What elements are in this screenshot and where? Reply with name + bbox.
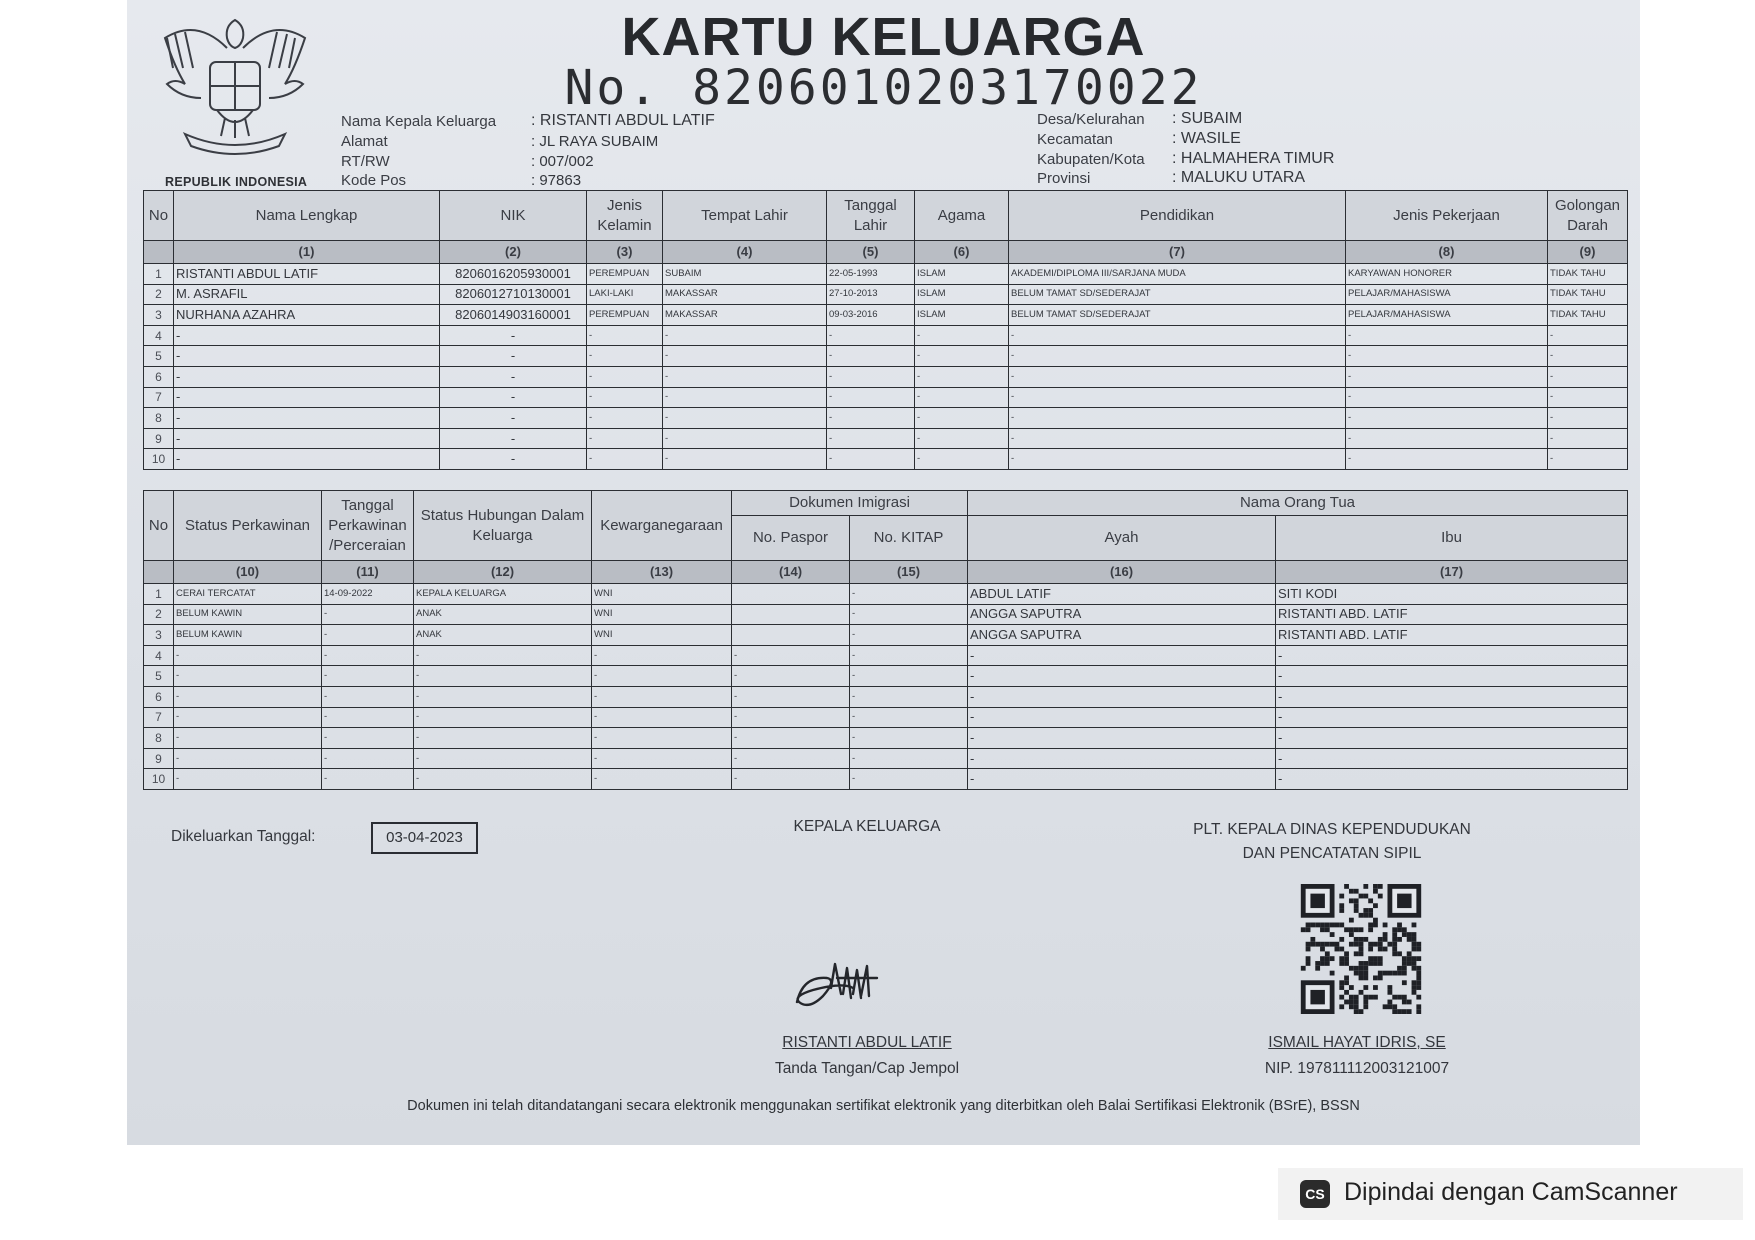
table-cell: ANGGA SAPUTRA <box>968 625 1276 646</box>
table-cell: BELUM KAWIN <box>174 604 322 625</box>
camscanner-watermark <box>1278 1168 1743 1220</box>
col-header-status-perkawinan: Status Perkawinan <box>174 491 322 561</box>
table-row <box>144 284 1628 305</box>
table-cell: 5 <box>144 666 174 687</box>
camscanner-watermark-text: Dipindai dengan CamScanner <box>1344 1178 1678 1206</box>
table-cell: - <box>174 645 322 666</box>
table-cell: - <box>1548 366 1628 387</box>
table-cell: - <box>414 645 592 666</box>
col-header-no: No <box>144 491 174 561</box>
label-rt-rw: RT/RW <box>341 153 390 170</box>
kepala-keluarga-title: KEPALA KELUARGA <box>793 818 941 835</box>
table-cell: ANAK <box>414 625 592 646</box>
table-cell: 10 <box>144 769 174 790</box>
table-cell: RISTANTI ABD. LATIF <box>1276 604 1628 625</box>
table-cell: - <box>592 686 732 707</box>
table-cell: - <box>1009 325 1346 346</box>
table-cell: - <box>663 366 827 387</box>
value-alamat: : JL RAYA SUBAIM <box>531 133 659 150</box>
col-header-no-kitap: No. KITAP <box>850 516 968 561</box>
table-cell: KARYAWAN HONORER <box>1346 264 1548 285</box>
table-cell: - <box>174 325 440 346</box>
value-rt-rw: : 007/002 <box>531 153 594 170</box>
table-cell: - <box>663 387 827 408</box>
table-row <box>144 366 1628 387</box>
table-cell: - <box>587 408 663 429</box>
col-header-ibu: Ibu <box>1276 516 1628 561</box>
table1-header-row <box>144 191 1628 241</box>
table-cell: - <box>850 666 968 687</box>
table-cell: - <box>174 748 322 769</box>
table-cell: - <box>414 728 592 749</box>
table-row <box>144 325 1628 346</box>
table-cell: - <box>1276 666 1628 687</box>
table-cell: - <box>592 645 732 666</box>
table-cell: - <box>1009 387 1346 408</box>
table-cell: 7 <box>144 707 174 728</box>
table-cell: - <box>174 428 440 449</box>
table-cell: PEREMPUAN <box>587 264 663 285</box>
col-header-nik: NIK <box>440 191 587 241</box>
table-cell: 14-09-2022 <box>322 584 414 605</box>
table-cell: 8206016205930001 <box>440 264 587 285</box>
family-members-table <box>143 190 1628 470</box>
table-cell: 1 <box>144 584 174 605</box>
table-cell: MAKASSAR <box>663 284 827 305</box>
table-row <box>144 387 1628 408</box>
index-cell: (14) <box>732 561 850 584</box>
col-header-dokumen-imigrasi: Dokumen Imigrasi <box>732 491 968 516</box>
table-row <box>144 408 1628 429</box>
table-cell: - <box>174 666 322 687</box>
table-cell: - <box>322 748 414 769</box>
table-cell: - <box>915 408 1009 429</box>
table-cell: TIDAK TAHU <box>1548 284 1628 305</box>
table-cell: 2 <box>144 604 174 625</box>
table-cell: - <box>968 666 1276 687</box>
value-kabupaten: : HALMAHERA TIMUR <box>1172 150 1335 167</box>
table-cell: - <box>968 769 1276 790</box>
table-cell: ANAK <box>414 604 592 625</box>
table-cell: - <box>592 728 732 749</box>
table-cell: 9 <box>144 428 174 449</box>
table-cell: - <box>663 428 827 449</box>
table-cell: - <box>414 707 592 728</box>
table-cell: - <box>1276 707 1628 728</box>
table-cell: - <box>587 366 663 387</box>
index-cell: (10) <box>174 561 322 584</box>
table-cell <box>732 584 850 605</box>
table-cell: - <box>322 604 414 625</box>
table-cell: - <box>915 325 1009 346</box>
table-cell: 6 <box>144 686 174 707</box>
table-cell: - <box>174 366 440 387</box>
table-cell: - <box>968 645 1276 666</box>
table-row <box>144 707 1628 728</box>
table-cell: - <box>1009 366 1346 387</box>
table-cell: WNI <box>592 584 732 605</box>
table-row <box>144 769 1628 790</box>
label-provinsi: Provinsi <box>1037 170 1091 187</box>
table-cell: - <box>850 707 968 728</box>
index-cell: (7) <box>1009 241 1346 264</box>
col-header-jenis-kelamin: Jenis Kelamin <box>587 191 663 241</box>
table-cell: - <box>174 769 322 790</box>
table-cell: 10 <box>144 449 174 470</box>
table-cell: - <box>322 707 414 728</box>
index-cell: (8) <box>1346 241 1548 264</box>
table-cell: 22-05-1993 <box>827 264 915 285</box>
camscanner-logo-icon: CS <box>1300 1180 1330 1208</box>
table-row <box>144 604 1628 625</box>
table-row <box>144 728 1628 749</box>
table2-index-row <box>144 561 1628 584</box>
label-desa: Desa/Kelurahan <box>1037 111 1145 128</box>
table-cell: - <box>732 769 850 790</box>
table-cell: 1 <box>144 264 174 285</box>
table-cell: - <box>850 584 968 605</box>
table-cell: - <box>850 604 968 625</box>
table-cell: 27-10-2013 <box>827 284 915 305</box>
table-cell: 8 <box>144 408 174 429</box>
table1-body <box>144 264 1628 470</box>
table-cell: ISLAM <box>915 284 1009 305</box>
table-cell: - <box>322 625 414 646</box>
table-cell: - <box>587 449 663 470</box>
official-title-line-1: PLT. KEPALA DINAS KEPENDUDUKAN <box>1193 821 1471 838</box>
table-cell: PELAJAR/MAHASISWA <box>1346 284 1548 305</box>
table-cell: - <box>850 769 968 790</box>
table-cell: 3 <box>144 305 174 326</box>
table2-header-row-1 <box>144 491 1628 516</box>
table-cell: - <box>1346 346 1548 367</box>
table-cell: - <box>915 366 1009 387</box>
table-cell: 8206014903160001 <box>440 305 587 326</box>
table-cell <box>732 604 850 625</box>
table-cell: 4 <box>144 325 174 346</box>
table-row <box>144 645 1628 666</box>
table-cell: - <box>827 428 915 449</box>
table-cell: 09-03-2016 <box>827 305 915 326</box>
table-cell: TIDAK TAHU <box>1548 305 1628 326</box>
kartu-keluarga-document <box>127 0 1640 1145</box>
table-cell: RISTANTI ABDUL LATIF <box>174 264 440 285</box>
col-header-pendidikan: Pendidikan <box>1009 191 1346 241</box>
col-header-agama: Agama <box>915 191 1009 241</box>
table-cell: - <box>174 408 440 429</box>
table-cell: - <box>440 325 587 346</box>
table-cell: M. ASRAFIL <box>174 284 440 305</box>
table-cell: - <box>915 346 1009 367</box>
table-cell: 7 <box>144 387 174 408</box>
table-cell: - <box>663 449 827 470</box>
table-cell: - <box>850 645 968 666</box>
table-cell: - <box>850 748 968 769</box>
table-cell: 3 <box>144 625 174 646</box>
table-cell: - <box>850 728 968 749</box>
official-title-line-2: DAN PENCATATAN SIPIL <box>1242 845 1422 862</box>
table-cell: - <box>174 449 440 470</box>
table-cell: - <box>732 707 850 728</box>
table2-body <box>144 584 1628 790</box>
table-cell: - <box>968 707 1276 728</box>
official-nip: NIP. 197811112003121007 <box>1264 1060 1450 1077</box>
table-cell: - <box>827 325 915 346</box>
table-cell: ISLAM <box>915 264 1009 285</box>
label-nama-kepala: Nama Kepala Keluarga <box>341 113 497 130</box>
col-header-kewarganegaraan: Kewarganegaraan <box>592 491 732 561</box>
table-cell: - <box>1548 346 1628 367</box>
table-cell: 2 <box>144 284 174 305</box>
label-kecamatan: Kecamatan <box>1037 131 1113 148</box>
table-cell: - <box>1009 346 1346 367</box>
table-cell: - <box>827 408 915 429</box>
table-cell: TIDAK TAHU <box>1548 264 1628 285</box>
table-cell: ABDUL LATIF <box>968 584 1276 605</box>
table-cell: - <box>850 686 968 707</box>
table-cell: - <box>322 666 414 687</box>
table-cell: PELAJAR/MAHASISWA <box>1346 305 1548 326</box>
table-cell: - <box>592 707 732 728</box>
index-cell: (13) <box>592 561 732 584</box>
table-cell: 6 <box>144 366 174 387</box>
official-title <box>1152 818 1512 866</box>
table-cell: - <box>1346 387 1548 408</box>
table-row <box>144 748 1628 769</box>
table-row <box>144 264 1628 285</box>
table-cell: - <box>322 686 414 707</box>
table-cell: - <box>1009 449 1346 470</box>
label-kabupaten: Kabupaten/Kota <box>1037 151 1145 168</box>
index-cell: (4) <box>663 241 827 264</box>
table-cell: AKADEMI/DIPLOMA III/SARJANA MUDA <box>1009 264 1346 285</box>
table-cell: - <box>1276 686 1628 707</box>
table-cell: - <box>850 625 968 646</box>
table-cell: - <box>587 346 663 367</box>
table-cell: - <box>440 346 587 367</box>
col-header-no-paspor: No. Paspor <box>732 516 850 561</box>
index-cell-empty <box>144 561 174 584</box>
col-header-tanggal-perkawinan: Tanggal Perkawinan /Perceraian <box>322 491 414 561</box>
table-cell: - <box>732 686 850 707</box>
table-cell: ISLAM <box>915 305 1009 326</box>
table-row <box>144 686 1628 707</box>
table-cell: - <box>1276 645 1628 666</box>
table-row <box>144 428 1628 449</box>
table-cell: - <box>322 769 414 790</box>
col-header-nama: Nama Lengkap <box>174 191 440 241</box>
table-cell: RISTANTI ABD. LATIF <box>1276 625 1628 646</box>
issued-date-label: Dikeluarkan Tanggal: <box>171 828 316 845</box>
table-cell: - <box>440 408 587 429</box>
electronic-signature-note: Dokumen ini telah ditandatangani secara elektronik menggunakan sertifikat elektronik yang diterbitkan oleh Balai Sertifikasi Elektronik (BSrE), BSSN <box>407 1098 1360 1114</box>
table-cell: 4 <box>144 645 174 666</box>
table-cell: - <box>1548 325 1628 346</box>
table-cell: - <box>587 387 663 408</box>
table-cell: - <box>1548 449 1628 470</box>
table-cell: - <box>1548 408 1628 429</box>
col-header-golongan-darah: Golongan Darah <box>1548 191 1628 241</box>
table-cell: KEPALA KELUARGA <box>414 584 592 605</box>
table-cell: SUBAIM <box>663 264 827 285</box>
table-cell: - <box>1009 408 1346 429</box>
table-cell: - <box>827 346 915 367</box>
table-cell: - <box>414 769 592 790</box>
index-cell-empty <box>144 241 174 264</box>
table-cell: WNI <box>592 625 732 646</box>
table-cell: - <box>414 686 592 707</box>
table-cell: - <box>663 325 827 346</box>
table-cell: - <box>1276 748 1628 769</box>
index-cell: (6) <box>915 241 1009 264</box>
table-cell: - <box>322 728 414 749</box>
value-provinsi: : MALUKU UTARA <box>1172 169 1306 186</box>
kepala-keluarga-name: RISTANTI ABDUL LATIF <box>782 1034 952 1051</box>
table-cell: - <box>732 645 850 666</box>
index-cell: (2) <box>440 241 587 264</box>
col-header-nama-orang-tua: Nama Orang Tua <box>968 491 1628 516</box>
col-header-pekerjaan: Jenis Pekerjaan <box>1346 191 1548 241</box>
table-cell: - <box>663 408 827 429</box>
table-cell: BELUM TAMAT SD/SEDERAJAT <box>1009 305 1346 326</box>
table-cell: - <box>587 325 663 346</box>
table-cell: NURHANA AZAHRA <box>174 305 440 326</box>
index-cell: (17) <box>1276 561 1628 584</box>
table-cell: - <box>592 769 732 790</box>
table-cell: - <box>440 428 587 449</box>
index-cell: (11) <box>322 561 414 584</box>
table-cell: - <box>732 748 850 769</box>
table-cell: CERAI TERCATAT <box>174 584 322 605</box>
table-cell: - <box>1276 728 1628 749</box>
table-cell: 8206012710130001 <box>440 284 587 305</box>
table-row <box>144 584 1628 605</box>
table-cell: - <box>414 666 592 687</box>
table-row <box>144 346 1628 367</box>
table-cell: ANGGA SAPUTRA <box>968 604 1276 625</box>
table-cell: PEREMPUAN <box>587 305 663 326</box>
table-cell: 9 <box>144 748 174 769</box>
table-cell: - <box>174 707 322 728</box>
col-header-status-hubungan: Status Hubungan Dalam Keluarga <box>414 491 592 561</box>
handwritten-signature-icon <box>787 958 907 1020</box>
table-cell: - <box>732 728 850 749</box>
table-cell: - <box>915 449 1009 470</box>
document-title: KARTU KELUARGA <box>621 7 1146 67</box>
table-cell: - <box>1346 449 1548 470</box>
table-cell: - <box>827 387 915 408</box>
table-cell: - <box>968 728 1276 749</box>
table-cell: WNI <box>592 604 732 625</box>
index-cell: (3) <box>587 241 663 264</box>
table-cell: - <box>663 346 827 367</box>
republik-indonesia-label: REPUBLIK INDONESIA <box>165 175 308 189</box>
table-cell: - <box>968 686 1276 707</box>
table-cell: - <box>1009 428 1346 449</box>
table-cell: - <box>440 387 587 408</box>
table-cell: BELUM TAMAT SD/SEDERAJAT <box>1009 284 1346 305</box>
col-header-tempat-lahir: Tempat Lahir <box>663 191 827 241</box>
table-cell: - <box>174 346 440 367</box>
index-cell: (9) <box>1548 241 1628 264</box>
table-cell: LAKI-LAKI <box>587 284 663 305</box>
table-cell: - <box>1276 769 1628 790</box>
table-cell: - <box>440 366 587 387</box>
table-row <box>144 666 1628 687</box>
kepala-keluarga-signature-caption: Tanda Tangan/Cap Jempol <box>774 1060 960 1077</box>
table-cell: - <box>915 428 1009 449</box>
table-cell: - <box>587 428 663 449</box>
table-cell: - <box>174 728 322 749</box>
official-name: ISMAIL HAYAT IDRIS, SE <box>1268 1034 1446 1051</box>
index-cell: (16) <box>968 561 1276 584</box>
col-header-ayah: Ayah <box>968 516 1276 561</box>
label-alamat: Alamat <box>341 133 388 150</box>
table-cell: - <box>1346 428 1548 449</box>
table-cell: - <box>1346 325 1548 346</box>
table-cell: - <box>322 645 414 666</box>
value-nama-kepala: : RISTANTI ABDUL LATIF <box>531 112 715 129</box>
table-row <box>144 625 1628 646</box>
table-cell: - <box>174 686 322 707</box>
index-cell: (5) <box>827 241 915 264</box>
table-cell: - <box>827 449 915 470</box>
table-cell: - <box>827 366 915 387</box>
col-header-no: No <box>144 191 174 241</box>
qr-code-icon <box>1300 884 1422 1014</box>
value-kecamatan: : WASILE <box>1172 130 1241 147</box>
table-cell: - <box>732 666 850 687</box>
family-status-table <box>143 490 1628 790</box>
index-cell: (1) <box>174 241 440 264</box>
index-cell: (12) <box>414 561 592 584</box>
table-cell: - <box>1548 387 1628 408</box>
table-cell: - <box>915 387 1009 408</box>
index-cell: (15) <box>850 561 968 584</box>
table-cell: - <box>1548 428 1628 449</box>
table-cell: - <box>414 748 592 769</box>
table-cell: - <box>174 387 440 408</box>
issued-date-value: 03-04-2023 <box>371 822 478 854</box>
table-cell: - <box>592 748 732 769</box>
value-kode-pos: : 97863 <box>531 172 582 189</box>
table-cell <box>732 625 850 646</box>
table-cell: MAKASSAR <box>663 305 827 326</box>
kk-number: No. 8206010203170022 <box>564 60 1203 116</box>
table-cell: BELUM KAWIN <box>174 625 322 646</box>
table-cell: 8 <box>144 728 174 749</box>
table-cell: - <box>440 449 587 470</box>
table-cell: - <box>592 666 732 687</box>
label-kode-pos: Kode Pos <box>341 172 407 189</box>
table-cell: - <box>968 748 1276 769</box>
table1-index-row <box>144 241 1628 264</box>
table-cell: 5 <box>144 346 174 367</box>
table-cell: - <box>1346 366 1548 387</box>
table-row <box>144 305 1628 326</box>
table-cell: SITI KODI <box>1276 584 1628 605</box>
table-row <box>144 449 1628 470</box>
col-header-tanggal-lahir: Tanggal Lahir <box>827 191 915 241</box>
value-desa: : SUBAIM <box>1172 110 1243 127</box>
table-cell: - <box>1346 408 1548 429</box>
